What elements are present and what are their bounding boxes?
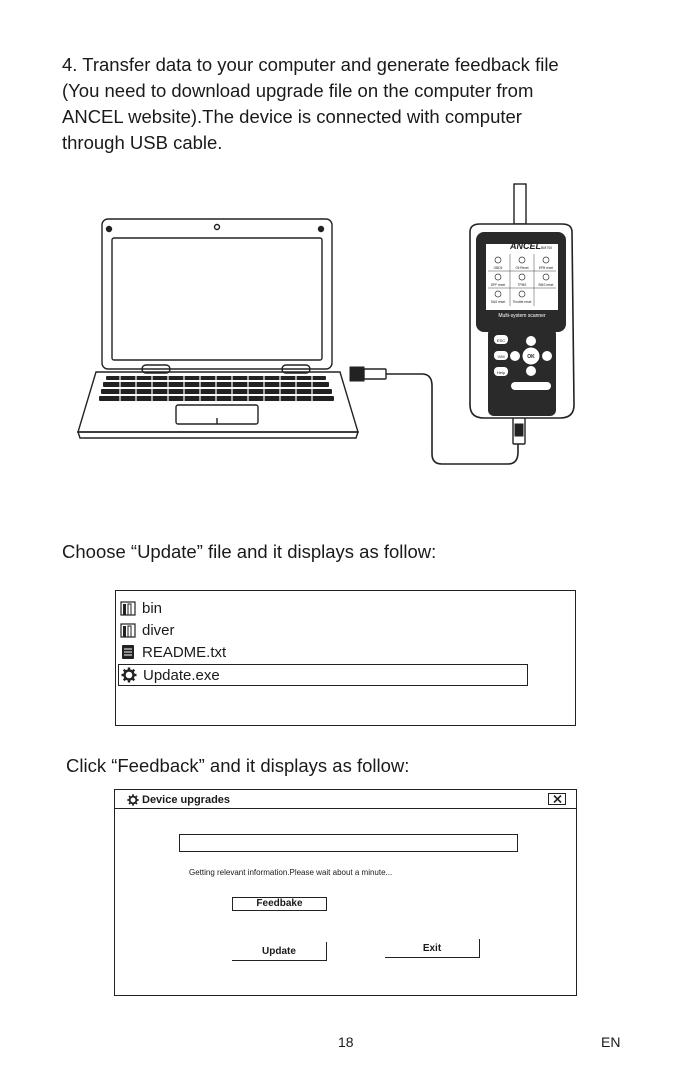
scanner-help-key: Help (496, 370, 506, 375)
feedback-heading: Click “Feedback” and it displays as follow: (66, 755, 410, 776)
status-message: Getting relevant information.Please wait about a minute... (189, 868, 393, 877)
exit-button[interactable]: Exit (385, 939, 480, 958)
file-item-readme[interactable] (120, 641, 226, 663)
scanner-screen-label: OBDII (493, 266, 503, 270)
laptop-illustration (78, 219, 358, 438)
scanner-screen-label: Oil Reset (515, 266, 529, 270)
progress-bar (179, 834, 518, 852)
scanner-model: BM700 (541, 246, 553, 250)
scanner-screen-label: DPF reset (490, 283, 506, 287)
scanner-screen-label: BMS reset (538, 283, 554, 287)
title-bar-divider (115, 808, 576, 809)
intro-line: through USB cable. (62, 132, 223, 153)
page-number: 18 (338, 1034, 354, 1050)
device-upgrades-dialog (114, 789, 577, 996)
scanner-screen-label: Throttle reset (512, 300, 532, 304)
connection-illustration (0, 180, 694, 480)
scanner-vm-key: V/M (497, 354, 505, 359)
folder-icon (120, 600, 136, 616)
file-item-update-exe[interactable] (118, 664, 528, 686)
intro-line: 4. Transfer data to your computer and generate feedback file (62, 54, 559, 75)
close-button[interactable] (548, 793, 566, 805)
update-heading: Choose “Update” file and it displays as follow: (62, 541, 437, 562)
scanner-esc-key: ESC (496, 338, 506, 343)
intro-line: (You need to download upgrade file on the computer from (62, 80, 534, 101)
text-file-icon (120, 644, 136, 660)
file-name: README.txt (142, 643, 227, 661)
scanner-brand: ANCEL (510, 241, 541, 251)
gear-icon (121, 667, 137, 683)
feedback-button[interactable]: Feedbake (232, 897, 327, 911)
intro-line: ANCEL website).The device is connected with computer (62, 106, 522, 127)
file-item-diver[interactable] (120, 619, 175, 641)
intro-paragraph (62, 52, 642, 156)
close-icon (553, 795, 562, 803)
scanner-screen-label: SAS reset (490, 300, 506, 304)
scanner-ok-key: OK (527, 354, 535, 360)
scanner-label: Multi-system scanner (498, 313, 546, 319)
dialog-title-text: Device upgrades (142, 794, 231, 806)
file-name: diver (142, 621, 175, 639)
update-button[interactable]: Update (232, 942, 327, 961)
dialog-title (127, 794, 230, 806)
file-item-bin[interactable] (120, 597, 162, 619)
scanner-screen-label: EPB reset (538, 266, 554, 270)
file-list (115, 590, 576, 726)
language-code: EN (601, 1034, 621, 1050)
file-name: Update.exe (143, 666, 220, 684)
scanner-screen-label: TPMS (517, 283, 527, 287)
file-name: bin (142, 599, 163, 617)
gear-icon (127, 794, 139, 806)
folder-icon (120, 622, 136, 638)
